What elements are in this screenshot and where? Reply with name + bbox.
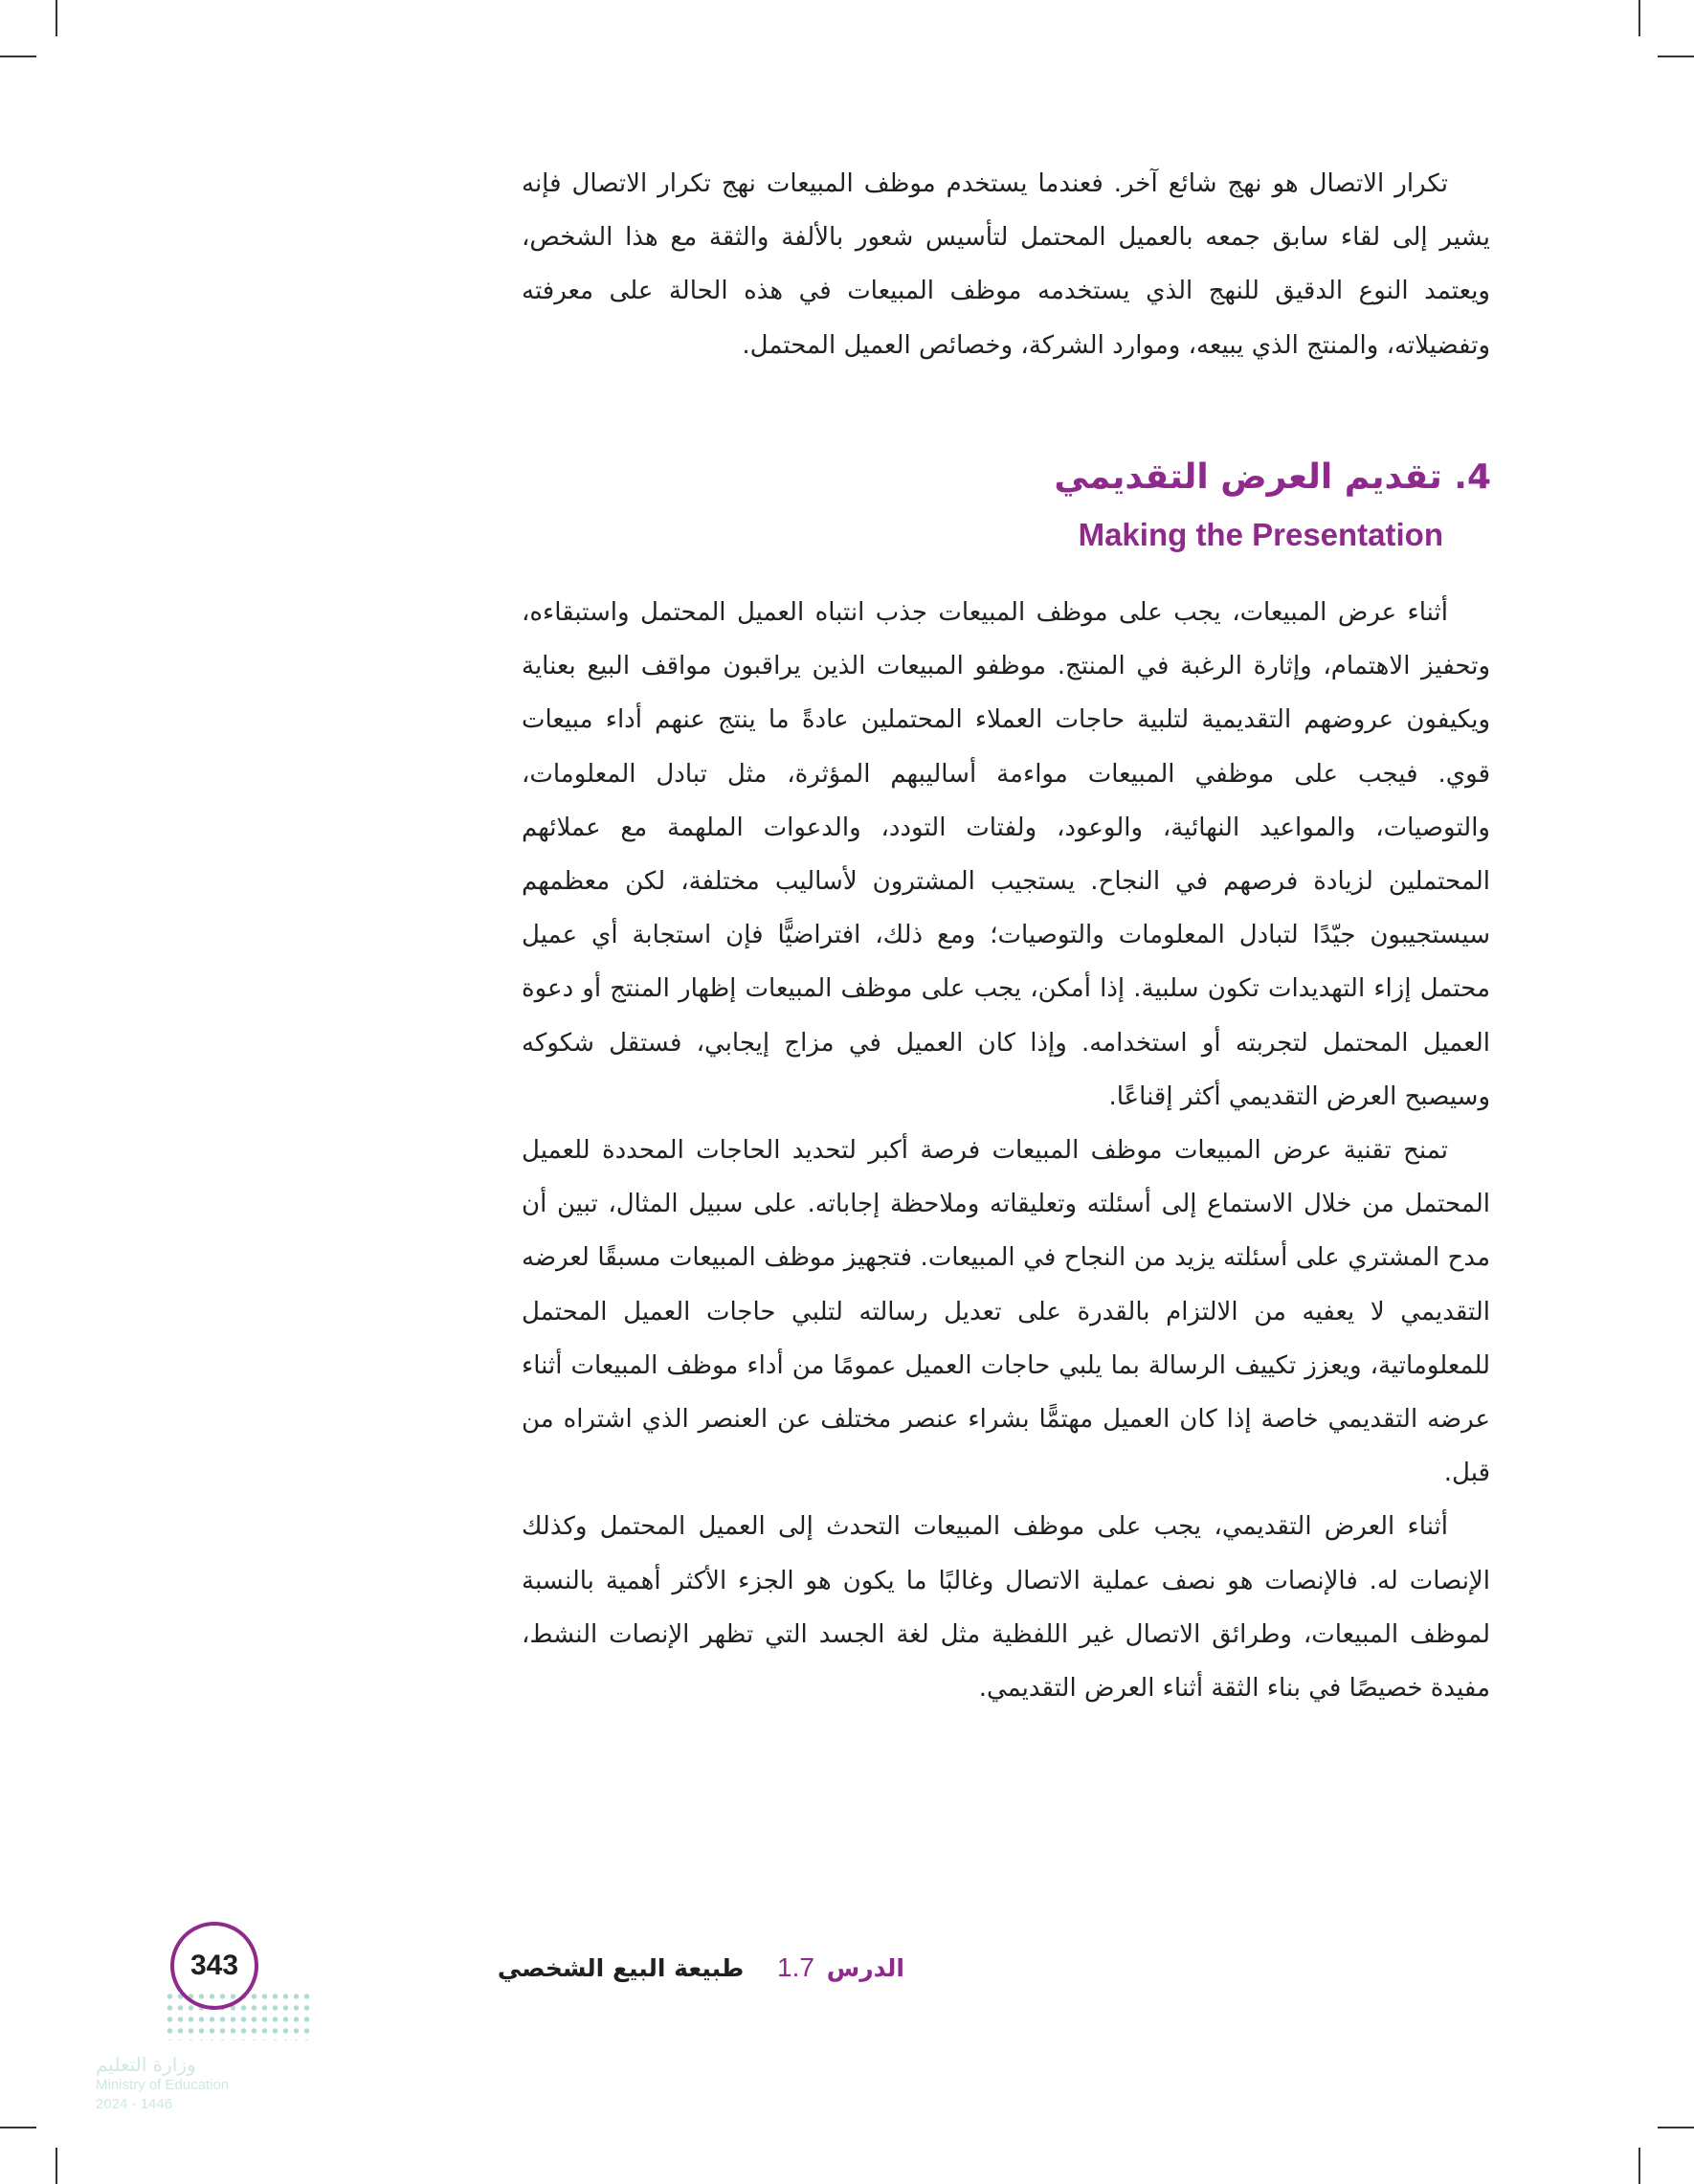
crop-mark bbox=[1658, 56, 1694, 57]
paragraph: أثناء العرض التقديمي، يجب على موظف المبيعات التحدث إلى العميل المحتمل وكذلك الإنصات له. فالإنصات هو نصف عملية الاتصال وغالبًا ما يكون هو الجزء الأكثر أهمية بالنسبة لموظف المبيعات، وطرائق الاتصال غير اللفظية مثل لغة الجسد التي تظهر الإنصات النشط، مفيدة خصيصًا في بناء الثقة أثناء العرض التقديمي. bbox=[522, 1512, 1490, 1704]
logo-english: Ministry of Education bbox=[96, 2077, 230, 2093]
crop-mark bbox=[0, 2127, 36, 2128]
logo-arabic: وزارة التعليم bbox=[96, 2053, 196, 2076]
ministry-logo bbox=[96, 2053, 229, 2114]
page-number-text: 343 bbox=[189, 1950, 239, 1981]
lesson-label: الدرس bbox=[826, 1954, 904, 1982]
crop-mark bbox=[1638, 0, 1640, 36]
crop-mark bbox=[0, 56, 36, 57]
intro-block bbox=[522, 157, 1490, 372]
lesson-footer bbox=[498, 1952, 904, 1983]
lesson-number: 1.7 bbox=[777, 1952, 814, 1982]
crop-mark bbox=[56, 0, 57, 36]
paragraph: تكرار الاتصال هو نهج شائع آخر. فعندما يستخدم موظف المبيعات نهج تكرار الاتصال فإنه يشير إلى لقاء سابق جمعه بالعميل المحتمل لتأسيس شعور بالألفة والثقة مع هذا الشخص، ويعتمد النوع الدقيق للنهج الذي يستخدمه موظف المبيعات في هذه الحالة على معرفته وتفضيلاته، والمنتج الذي يبيعه، وموارد الشركة، وخصائص العميل المحتمل. bbox=[522, 169, 1490, 360]
logo-year: 2024 - 1446 bbox=[96, 2096, 173, 2112]
crop-mark bbox=[1658, 2127, 1694, 2128]
paragraph: أثناء عرض المبيعات، يجب على موظف المبيعات جذب انتباه العميل المحتمل واستبقاءه، وتحفيز الاهتمام، وإثارة الرغبة في المنتج. موظفو المبيعات الذين يراقبون مواقف البيع بعناية ويكيفون عروضهم التقديمية لتلبية حاجات العملاء المحتملين عادةً ما ينتج عنهم أداء مبيعات قوي. فيجب على موظفي المبيعات مواءمة أساليبهم المؤثرة، مثل تبادل المعلومات، والتوصيات، والمواعيد النهائية، والوعود، ولفتات التودد، والدعوات الملهمة مع عملائهم المحتملين لزيادة فرصهم في النجاح. يستجيب المشترون لأساليب مختلفة، لكن معظمهم سيستجيبون جيّدًا لتبادل المعلومات والتوصيات؛ ومع ذلك، افتراضيًّا فإن استجابة أي عميل محتمل إزاء التهديدات تكون سلبية. إذا أمكن، يجب على موظف المبيعات إظهار المنتج أو دعوة العميل المحتمل لتجربته أو استخدامه. وإذا كان العميل في مزاج إيجابي، فستقل شكوكه وسيصبح العرض التقديمي أكثر إقناعًا. bbox=[522, 598, 1490, 1111]
crop-mark bbox=[56, 2148, 57, 2184]
lesson-title: طبيعة البيع الشخصي bbox=[497, 1954, 745, 1982]
section-title-arabic: 4. تقديم العرض التقديمي bbox=[1054, 457, 1491, 497]
page-number bbox=[170, 1922, 258, 2010]
section-title-english: Making the Presentation bbox=[1078, 517, 1443, 552]
section-body bbox=[522, 586, 1490, 1715]
crop-mark bbox=[1638, 2148, 1640, 2184]
paragraph: تمنح تقنية عرض المبيعات موظف المبيعات فرصة أكبر لتحديد الحاجات المحددة للعميل المحتمل من خلال الاستماع إلى أسئلته وتعليقاته وملاحظة إجاباته. على سبيل المثال، تبين أن مدح المشتري على أسئلته يزيد من النجاح في المبيعات. فتجهيز موظف المبيعات مسبقًا لعرضه التقديمي لا يعفيه من الالتزام بالقدرة على تعديل رسالته لتلبي حاجات العميل المحتمل للمعلوماتية، ويعزز تكييف الرسالة بما يلبي حاجات العميل عمومًا من أداء موظف المبيعات أثناء عرضه التقديمي خاصة إذا كان العميل مهتمًّا بشراء عنصر مختلف عن العنصر الذي اشتراه من قبل. bbox=[522, 1136, 1490, 1488]
